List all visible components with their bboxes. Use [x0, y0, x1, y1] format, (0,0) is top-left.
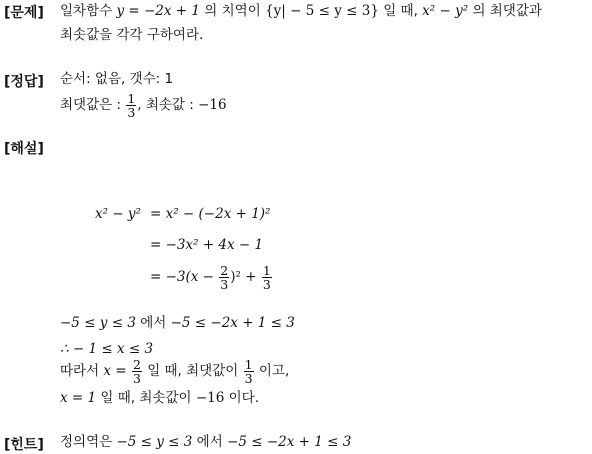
answer-min-label: , 최솟값 : [137, 97, 194, 113]
problem-text-4: 의 최댓값과 [472, 3, 542, 19]
solution-eq3-frac-1: $\frac{2}{3}$ [220, 263, 229, 292]
problem-text-3: 일 때, [383, 3, 418, 19]
solution-eq3: = −3(x − $\frac{2}{3}$ )² + $\frac{1}{3}$ [150, 263, 271, 292]
problem-line-2: 최솟값을 각각 구하여라. [60, 27, 204, 43]
answer-max-fraction: $\frac{1}{3}$ [127, 90, 136, 120]
problem-text-2: 의 치역이 [204, 3, 261, 19]
problem-expression: x² − y² [422, 3, 469, 19]
solution-condition-3: 따라서 x = $\frac{2}{3}$ 일 때, 최댓값이 $\frac{1}{3}$ 이고, [60, 356, 290, 386]
solution-condition-2: ∴ − 1 ≤ x ≤ 3 [60, 341, 154, 357]
answer-values [60, 90, 227, 120]
problem-text-1: 일차함수 [60, 3, 113, 19]
solution-c3-frac-1: $\frac{2}{3}$ [132, 356, 141, 386]
answer-max-label: 최댓값은 : [60, 97, 122, 113]
hint-tag: [힌트] [4, 437, 44, 453]
problem-function: y = −2x + 1 [116, 3, 200, 19]
answer-tag: [정답] [4, 74, 44, 90]
problem-tag: [문제] [4, 5, 44, 21]
solution-condition-4: x = 1 일 때, 최솟값이 −16 이다. [60, 390, 259, 406]
solution-c3-frac-2: $\frac{1}{3}$ [244, 356, 253, 386]
answer-order-count: 순서: 없음, 갯수: 1 [60, 71, 174, 87]
solution-condition-1: −5 ≤ y ≤ 3 에서 −5 ≤ −2x + 1 ≤ 3 [60, 315, 295, 331]
problem-line-1 [60, 2, 542, 20]
solution-eq1-rhs: = x² − (−2x + 1)² [150, 206, 271, 222]
hint-line: 정의역은 −5 ≤ y ≤ 3 에서 −5 ≤ −2x + 1 ≤ 3 [60, 434, 352, 450]
solution-eq3-frac-2: $\frac{1}{3}$ [262, 263, 271, 292]
problem-range: {y| − 5 ≤ y ≤ 3} [265, 3, 379, 19]
solution-tag: [해설] [4, 141, 44, 157]
solution-eq2: = −3x² + 4x − 1 [150, 237, 264, 253]
answer-min-value: −16 [198, 97, 227, 113]
solution-eq1-lhs: x² − y² [95, 206, 141, 222]
